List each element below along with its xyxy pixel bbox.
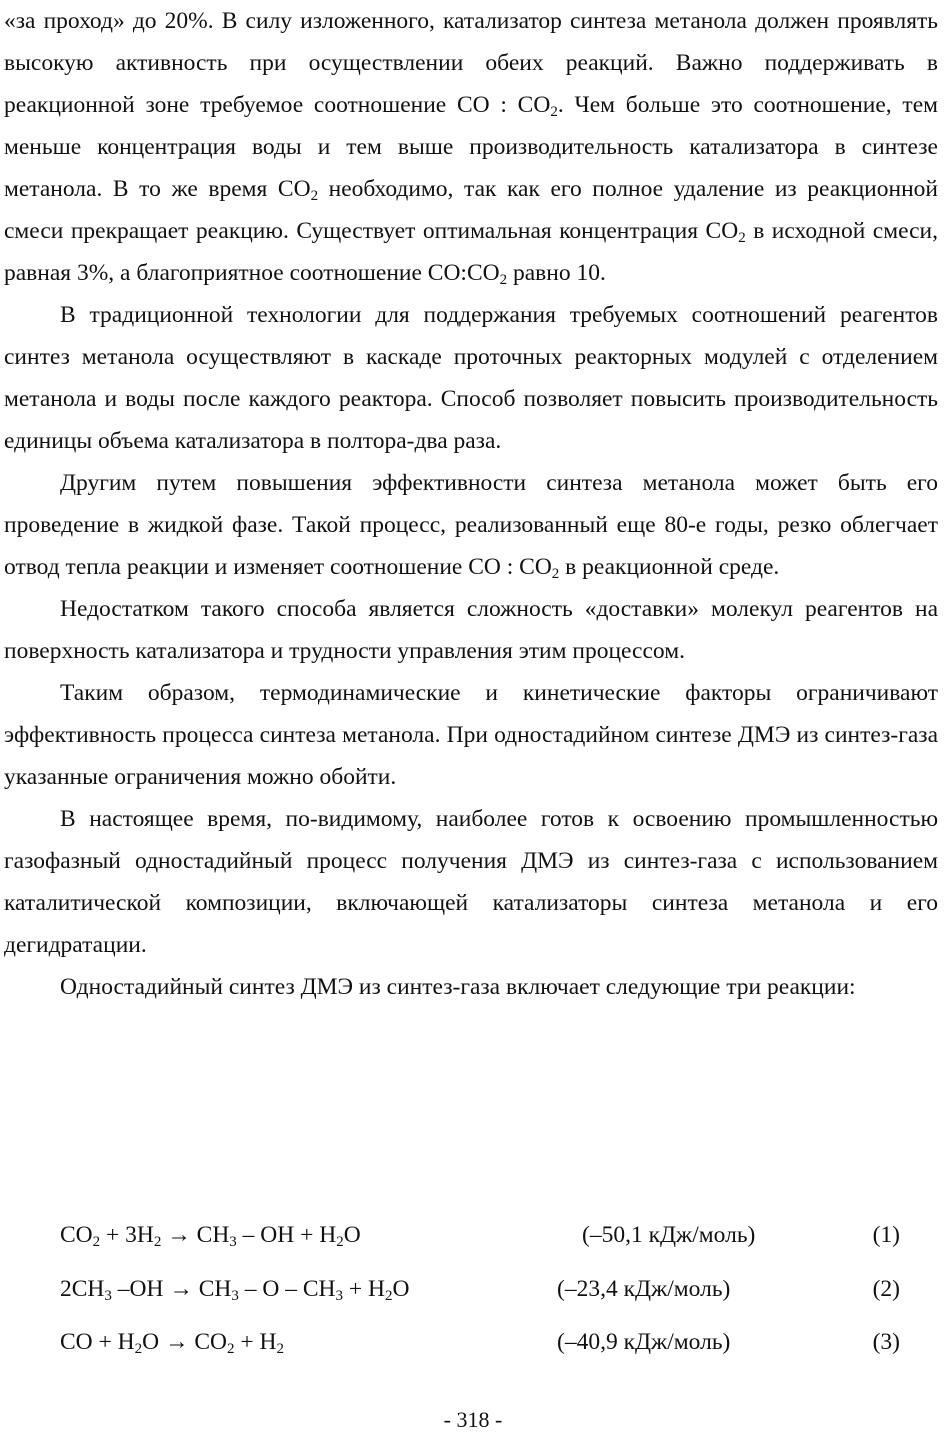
text-run: → CH <box>161 1222 230 1248</box>
text-run: Таким образом, термодинамические и кинетические факторы ограничивают эффективность процесса синтеза метанола. При одностадийном синтезе ДМЭ из синтез-газа указанные ограничения можно обойти. <box>4 680 938 790</box>
subscript: 2 <box>550 104 558 120</box>
text-run: необходимо, так как его полное удаление из реакционной смеси прекращает реакцию. Существует оптимальная концентрация CO <box>4 176 938 244</box>
text-run: 2CH <box>60 1275 105 1302</box>
subscript: 2 <box>499 272 508 288</box>
equation-number: (3) <box>872 1329 900 1355</box>
subscript: 3 <box>231 1287 239 1304</box>
text-run: CO + H <box>60 1329 135 1355</box>
text-run: в реакционной среде. <box>559 554 780 580</box>
equation-row <box>60 1276 906 1330</box>
subscript: 2 <box>384 1287 393 1304</box>
text-run: O → CO <box>142 1329 227 1355</box>
subscript: 3 <box>335 1287 343 1304</box>
subscript: 3 <box>104 1287 112 1304</box>
subscript: 2 <box>227 1341 235 1357</box>
text-run: O <box>343 1222 361 1248</box>
text-run: + H <box>234 1329 277 1355</box>
equation-enthalpy: (–23,4 кДж/моль) <box>557 1275 731 1302</box>
text-run: O <box>392 1275 410 1302</box>
text-run: равно 10. <box>507 260 606 286</box>
equation-formula <box>60 1276 409 1303</box>
text-run: «за проход» до 20%. В силу изложенного, катализатор синтеза метанола должен проявлять высокую активность при осуществлении обеих реакций. Важно поддерживать в реакционной зоне требуемое соотношение CO : CO <box>4 8 938 118</box>
subscript: 2 <box>276 1341 284 1357</box>
paragraph <box>4 798 938 966</box>
paragraph <box>4 462 938 588</box>
text-run: В традиционной технологии для поддержания требуемых соотношений реагентов синтез метанола осуществляют в каскаде проточных реакторных модулей с отделением метанола и воды после каждого реактора. Способ позволяет повысить производительность единицы объема катализатора в полтора-два раза. <box>4 302 938 454</box>
subscript: 2 <box>134 1341 143 1357</box>
text-run: + 3H <box>100 1222 154 1248</box>
equation-row <box>60 1329 906 1383</box>
paragraph <box>4 966 938 1008</box>
paragraph <box>4 672 938 798</box>
subscript: 2 <box>310 188 319 204</box>
equation-number: (2) <box>872 1275 900 1302</box>
subscript: 2 <box>738 230 746 246</box>
equation-enthalpy: (–40,9 кДж/моль) <box>557 1329 731 1355</box>
equation-row <box>60 1222 906 1276</box>
equation-number: (1) <box>872 1222 900 1248</box>
text-run: В настоящее время, по-видимому, наиболее готов к освоению промышленностью газофазный одностадийный процесс получения ДМЭ из синтез-газа с использованием каталитической композиции, включающей катализаторы синтеза метанола и его дегидратации. <box>4 806 938 958</box>
subscript: 2 <box>336 1234 344 1250</box>
body-text <box>4 0 938 1008</box>
subscript: 2 <box>92 1234 101 1250</box>
paragraph <box>4 294 938 462</box>
equation-formula <box>60 1329 284 1356</box>
text-run: Другим путем повышения эффективности синтеза метанола может быть его проведение в жидкой фазе. Такой процесс, реализованный еще 80-е годы, резко облегчает отвод тепла реакции и изменяет соотношение CO : CO <box>4 470 938 580</box>
paragraph <box>4 0 938 294</box>
paragraph <box>4 588 938 672</box>
text-run: CO <box>60 1222 93 1248</box>
equation-enthalpy: (–50,1 кДж/моль) <box>582 1222 756 1248</box>
text-run: + H <box>343 1275 385 1302</box>
page-number: - 318 - <box>443 1407 503 1432</box>
text-run: –OH → CH <box>111 1275 232 1302</box>
text-run: Недостатком такого способа является сложность «доставки» молекул реагентов на поверхность катализатора и трудности управления этим процессом. <box>4 596 938 664</box>
text-run: Одностадийный синтез ДМЭ из синтез-газа включает следующие три реакции: <box>60 974 856 1000</box>
subscript: 2 <box>153 1234 162 1250</box>
text-run: – OH + H <box>236 1222 337 1248</box>
text-run: в исходной смеси, равная 3%, а благоприятное соотношение CO:CO <box>4 218 938 286</box>
equation-formula <box>60 1222 361 1249</box>
text-run: – O – CH <box>238 1275 336 1302</box>
text-run: . Чем больше это соотношение, тем меньше концентрация воды и тем выше производительность катализатора в синтезе метанола. В то же время CO <box>4 92 938 202</box>
subscript: 3 <box>229 1234 237 1250</box>
subscript: 2 <box>551 566 560 582</box>
equation-list <box>60 1222 906 1383</box>
